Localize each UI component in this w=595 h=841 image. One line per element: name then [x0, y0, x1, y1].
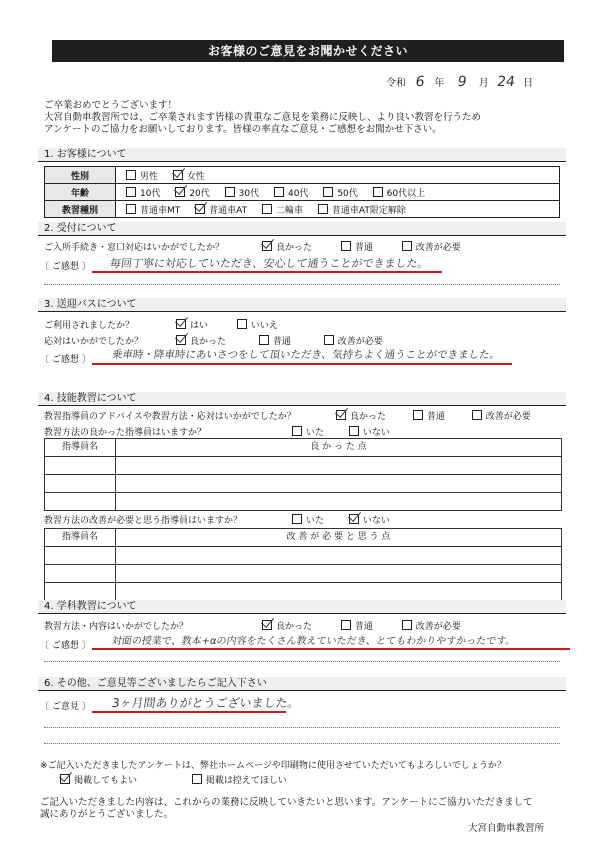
reception-improve-option[interactable]: 改善が必要	[402, 240, 461, 253]
age-40s-option[interactable]: 40代	[274, 186, 308, 199]
improve-instructor-options	[292, 513, 402, 526]
skill-good-option[interactable]: 良かった	[336, 409, 386, 422]
section-4-heading: 4. 技能教習について	[38, 392, 566, 406]
divider	[44, 661, 560, 662]
company-name: 大宮自動車教習所	[468, 823, 545, 834]
good-instructor-no-option[interactable]: いない	[349, 425, 390, 438]
classroom-question: 教習方法・内容はいかがでしたか？	[44, 622, 189, 632]
reception-comment-label: 〔 ご感想 〕	[40, 262, 91, 272]
good-instructor-table	[44, 438, 562, 511]
consent-allow-option[interactable]: 掲載してもよい	[60, 773, 137, 786]
classroom-improve-option[interactable]: 改善が必要	[402, 619, 461, 632]
divider	[44, 743, 560, 744]
other-comment[interactable]: 3ヶ月間ありがとうございました。	[110, 696, 301, 710]
classroom-comment-label: 〔 ご感想 〕	[40, 641, 91, 651]
type-at-option[interactable]: 普通車AT	[195, 203, 247, 216]
closing-line-2: 誠にありがとうございました。	[40, 809, 174, 820]
other-comment-label: 〔 ご意見 〕	[40, 702, 91, 712]
good-instructor-yes-option[interactable]: いた	[292, 425, 324, 438]
date-day[interactable]: 24	[495, 74, 516, 90]
customer-info-table	[44, 166, 560, 218]
instructor-name-header: 指導員名	[45, 439, 116, 456]
classroom-comment-underline	[92, 648, 570, 650]
bus-service-question: 応対はいかがでしたか？	[44, 337, 144, 347]
section-2-heading: 2. 受付について	[38, 222, 566, 236]
intro-line-1: ご卒業おめでとうございます！	[44, 100, 178, 111]
intro-line-3: アンケートのご協力をお願いしております。皆様の率直なご意見・ご感想をお聞かせ下さい。	[44, 124, 442, 135]
instructor-name-header: 指導員名	[45, 529, 116, 546]
reception-options	[262, 240, 473, 253]
good-instructor-options	[292, 425, 402, 438]
gender-female-option[interactable]: 女性	[173, 169, 205, 182]
age-10s-option[interactable]: 10代	[126, 186, 160, 199]
classroom-good-option[interactable]: 良かった	[262, 619, 312, 632]
bus-use-yes-option[interactable]: はい	[176, 318, 208, 331]
date-month-unit: 月	[478, 78, 489, 89]
reception-question: ご入所手続き・窓口対応はいかがでしたか？	[44, 243, 225, 253]
bus-comment-underline	[92, 363, 512, 365]
classroom-normal-option[interactable]: 普通	[341, 619, 373, 632]
divider	[44, 727, 560, 728]
age-20s-option[interactable]: 20代	[175, 186, 209, 199]
skill-improve-option[interactable]: 改善が必要	[472, 409, 531, 422]
improve-instructor-table	[44, 528, 562, 601]
skill-advice-options	[336, 409, 543, 422]
section-3-heading: 3. 送迎バスについて	[38, 298, 566, 312]
bus-comment[interactable]: 乗車時・降車時にあいさつをして頂いただき、気持ちよく通うことができました。	[111, 349, 501, 361]
consent-options	[60, 773, 299, 786]
reception-normal-option[interactable]: 普通	[341, 240, 373, 253]
classroom-options	[262, 619, 473, 632]
section-1-heading: 1. お客様について	[38, 148, 566, 162]
closing-line-1: ご記入いただきました内容は、これからの業務に反映していきたいと思います。アンケートにご協力いただきまして	[40, 797, 533, 808]
improve-points-header: 改 善 が 必 要 と 思 う 点	[286, 532, 391, 542]
section-6-heading: 6. その他、ご意見等ございましたらご記入下さい	[38, 677, 566, 691]
consent-question: ※ご記入いただきましたアンケートは、弊社ホームページや印刷物に使用させていただいてもよろしいでしょうか？	[40, 761, 506, 771]
date-month[interactable]: 9	[455, 74, 468, 90]
improve-instructor-no-option[interactable]: いない	[349, 513, 390, 526]
age-50s-option[interactable]: 50代	[323, 186, 357, 199]
consent-deny-option[interactable]: 掲載は控えてほしい	[192, 773, 287, 786]
improve-instructor-question: 教習方法の改善が必要と思う指導員はいますか？	[44, 516, 243, 526]
other-comment-underline	[92, 711, 286, 713]
course-type-label: 教習種別	[45, 201, 116, 218]
bus-normal-option[interactable]: 普通	[259, 334, 291, 347]
form-title: お客様のご意見をお聞かせください	[52, 40, 564, 62]
checkbox-checked[interactable]	[173, 170, 183, 180]
age-30s-option[interactable]: 30代	[225, 186, 259, 199]
type-mt-option[interactable]: 普通車MT	[126, 203, 180, 216]
bus-use-no-option[interactable]: いいえ	[237, 318, 278, 331]
section-5-heading: 4. 学科教習について	[38, 600, 566, 614]
bus-use-question: ご利用されましたか？	[44, 321, 135, 331]
good-instructor-question: 教習方法の良かった指導員はいますか？	[44, 428, 207, 438]
reception-comment[interactable]: 毎回丁寧に対応していただき、安心して通うことができました。	[109, 257, 430, 270]
type-motorcycle-option[interactable]: 二輪車	[262, 203, 303, 216]
skill-normal-option[interactable]: 普通	[413, 409, 445, 422]
bus-service-options	[176, 334, 395, 347]
checkbox[interactable]	[126, 170, 136, 180]
divider	[44, 284, 560, 285]
date-year-unit: 年	[434, 78, 445, 89]
date-day-unit: 日	[523, 78, 534, 89]
classroom-comment[interactable]: 対面の授業で、教本+αの内容をたくさん教えていただき、とてもわかりやすかったです。	[110, 636, 517, 647]
date-line	[386, 74, 566, 90]
bus-comment-label: 〔 ご感想 〕	[40, 355, 91, 365]
table-row[interactable]	[45, 547, 561, 565]
table-row[interactable]	[45, 493, 561, 510]
reception-comment-underline	[92, 271, 442, 273]
type-at-limit-option[interactable]: 普通車AT限定解除	[318, 203, 406, 216]
table-row[interactable]	[45, 565, 561, 583]
age-label: 年齢	[45, 184, 116, 201]
gender-label: 性別	[45, 167, 116, 184]
table-row[interactable]	[45, 583, 561, 600]
date-year[interactable]: 6	[414, 74, 426, 90]
date-era: 令和	[386, 78, 406, 89]
table-row[interactable]	[45, 457, 561, 475]
improve-instructor-yes-option[interactable]: いた	[292, 513, 324, 526]
table-row[interactable]	[45, 475, 561, 493]
bus-improve-option[interactable]: 改善が必要	[324, 334, 383, 347]
bus-good-option[interactable]: 良かった	[176, 334, 226, 347]
bus-use-options	[176, 318, 290, 331]
intro-line-2: 大宮自動車教習所では、ご卒業されます皆様の貴重なご意見を業務に反映し、より良い教習を行うため	[44, 112, 482, 123]
gender-male-option[interactable]: 男性	[126, 169, 158, 182]
reception-good-option[interactable]: 良かった	[262, 240, 312, 253]
good-points-header: 良 か っ た 点	[310, 442, 367, 452]
skill-advice-question: 教習指導員のアドバイスや教習方法・応対はいかがでしたか？	[44, 412, 296, 422]
age-60s-option[interactable]: 60代以上	[373, 186, 425, 199]
